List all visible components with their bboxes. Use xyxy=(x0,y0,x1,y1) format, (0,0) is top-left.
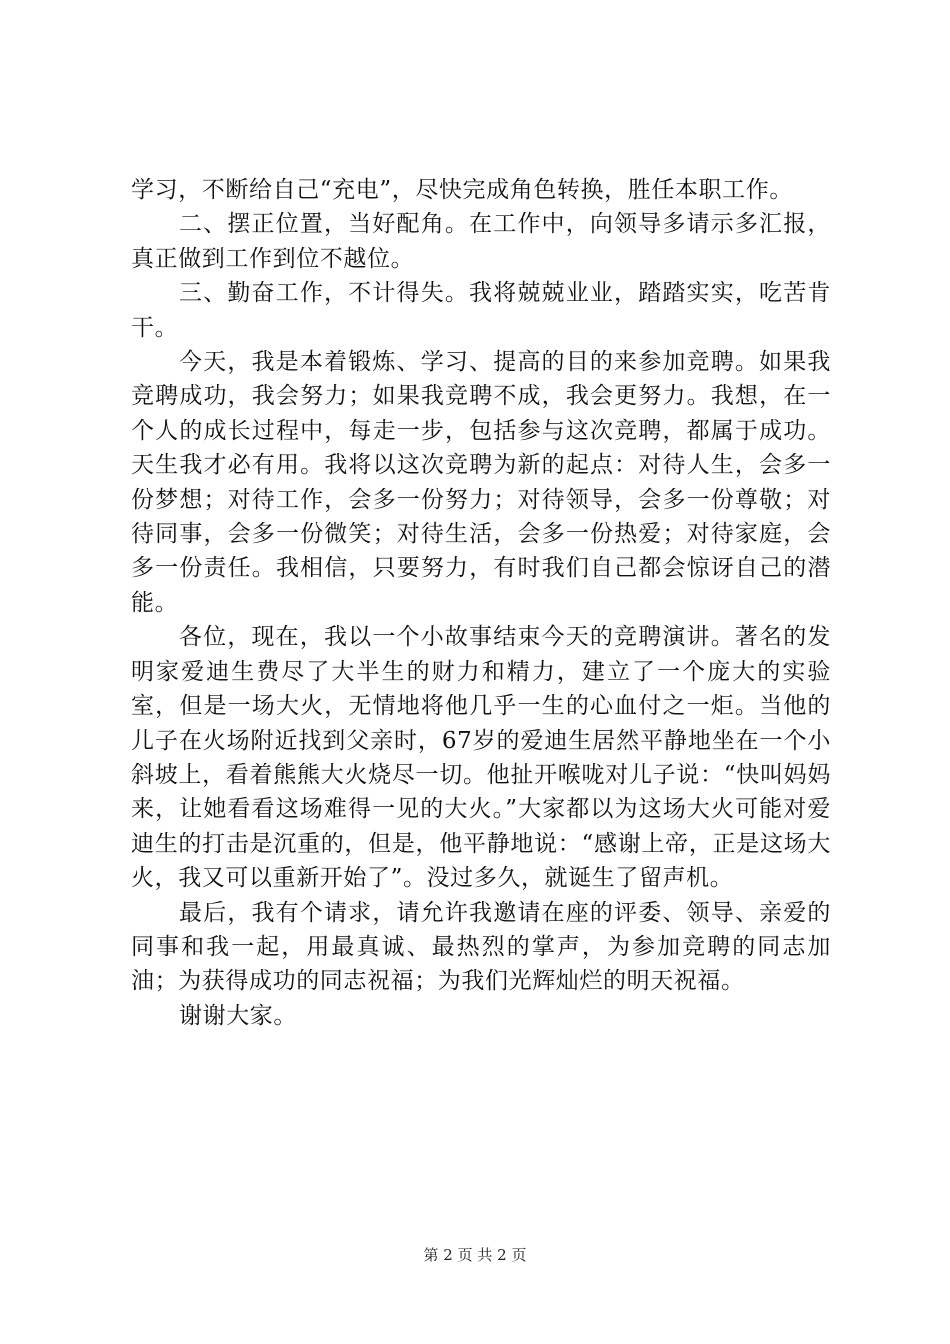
paragraph-continuation: 学习，不断给自己“充电”，尽快完成角色转换，胜任本职工作。 xyxy=(131,177,793,203)
document-body xyxy=(131,173,831,1033)
paragraph-today: 今天，我是本着锻炼、学习、提高的目的来参加竞聘。如果我竞聘成功，我会努力；如果我竞聘不成，我会更努力。我想，在一个人的成长过程中，每走一步，包括参与这次竞聘，都属于成功。天生我才必有用。我将以这次竞聘为新的起点：对待人生，会多一份梦想；对待工作，会多一份努力；对待领导，会多一份尊敬；对待同事，会多一份微笑；对待生活，会多一份热爱；对待家庭，会多一份责任。我相信，只要努力，有时我们自己都会惊讶自己的潜能。 xyxy=(131,349,831,616)
paragraph-point-two: 二、摆正位置，当好配角。在工作中，向领导多请示多汇报，真正做到工作到位不越位。 xyxy=(131,211,831,272)
paragraph-request: 最后，我有个请求，请允许我邀请在座的评委、领导、亲爱的同事和我一起，用最真诚、最热烈的掌声，为参加竞聘的同志加油；为获得成功的同志祝福；为我们光辉灿烂的明天祝福。 xyxy=(131,899,831,995)
paragraph-point-three: 三、勤奋工作，不计得失。我将兢兢业业，踏踏实实，吃苦肯干。 xyxy=(131,280,831,341)
paragraph-thanks: 谢谢大家。 xyxy=(179,1002,297,1029)
page-footer: 第 2 页 共 2 页 xyxy=(423,1246,527,1264)
paragraph-edison-story: 各位，现在，我以一个小故事结束今天的竞聘演讲。著名的发明家爱迪生费尽了大半生的财力和精力，建立了一个庞大的实验室，但是一场大火，无情地将他几乎一生的心血付之一炬。当他的儿子在火场附近找到父亲时，67岁的爱迪生居然平静地坐在一个小斜坡上，看着熊熊大火烧尽一切。他扯开喉咙对儿子说：“快叫妈妈来，让她看看这场难得一见的大火。”大家都以为这场大火可能对爱迪生的打击是沉重的，但是，他平静地说：“感谢上帝，正是这场大火，我又可以重新开始了”。没过多久，就诞生了留声机。 xyxy=(131,624,831,892)
